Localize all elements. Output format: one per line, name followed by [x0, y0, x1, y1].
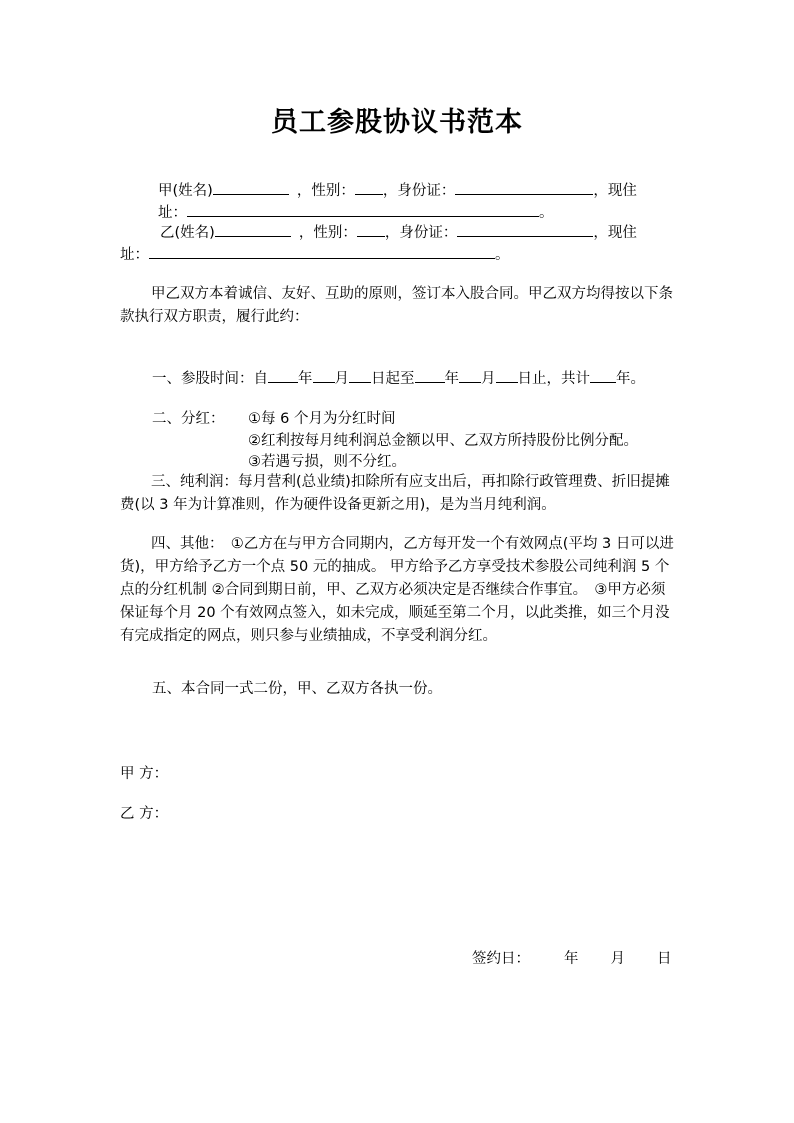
party-a-line-2: [158, 202, 554, 223]
signature-party-b: 乙 方：: [120, 806, 169, 822]
clause-2-item-1: ①每 6 个月为分红时间: [248, 411, 396, 427]
party-a-line-1: [158, 180, 637, 201]
clause-1-suffix: 年。: [616, 371, 645, 387]
party-b-gender-blank[interactable]: [357, 222, 385, 237]
party-a-name-blank[interactable]: [213, 180, 289, 195]
clause-1-prefix: 一、参股时间：自: [152, 371, 268, 387]
signing-date: [472, 949, 672, 969]
party-a-address-blank[interactable]: [187, 202, 539, 217]
signing-date-day: 日: [657, 951, 672, 967]
clause-1-end-month-blank[interactable]: [459, 368, 481, 383]
party-b-name-label: 乙(姓名): [160, 225, 215, 241]
clause-2-item-3: ③若遇亏损，则不分红。: [248, 454, 406, 470]
party-a-id-blank[interactable]: [455, 180, 593, 195]
clause-1-total-years-blank[interactable]: [590, 368, 616, 383]
clause-1-year-label: 年: [298, 371, 313, 387]
clause-3-text: 三、纯利润：每月营利(总业绩)扣除所有应支出后，再扣除行政管理费、折旧提摊费(以 3 年为计算准则，作为硬件设备更新之用)，是为当月纯利润。: [120, 474, 670, 513]
party-b-line-2: [120, 244, 510, 265]
document-title: 员工参股协议书范本: [271, 107, 523, 138]
party-b-id-label: ，身份证：: [384, 225, 458, 241]
clause-4-text: 四、其他： ①乙方在与甲方合同期内，乙方每开发一个有效网点(平均 3 日可以进货)，甲方给予乙方一个点 50 元的抽成。 甲方给予乙方享受技术参股公司纯利润 5 个点的分红机制 ②合同到期日前，甲、乙双方必须决定是否继续合作事宜。 ③甲方必须保证每个月 20 个有效网点签入，如未完成，顺延至第二个月，以此类推，如三个月没有完成指定的网点，则只参与业绩抽成，不享受利润分红。: [120, 536, 674, 644]
intro-paragraph: [120, 283, 675, 329]
party-b-address-blank[interactable]: [149, 244, 495, 259]
party-a-gender-label: ，性别：: [296, 183, 355, 199]
clause-2-item-2: ②红利按每月纯利润总金额以甲、乙双方所持股份比例分配。: [248, 433, 638, 449]
clause-3: [120, 471, 675, 517]
signature-party-a: 甲 方：: [120, 766, 169, 782]
party-b-id-blank[interactable]: [457, 222, 593, 237]
clause-1-start-day-blank[interactable]: [349, 368, 371, 383]
clause-1-end-day-blank[interactable]: [496, 368, 518, 383]
party-a-name-label: 甲(姓名): [158, 183, 213, 199]
party-a-end: 。: [539, 205, 554, 221]
signing-date-year: 年: [564, 951, 579, 967]
party-b-address-label: ，现住: [593, 225, 637, 241]
intro-text: 甲乙双方本着诚信、友好、互助的原则，签订本入股合同。甲乙双方均得按以下条款执行双方职责，履行此约：: [120, 286, 673, 325]
signing-date-label: 签约日：: [472, 951, 530, 967]
clause-1: [152, 368, 645, 389]
party-b-end: 。: [495, 247, 510, 263]
clause-1-end-year-label: 年: [444, 371, 459, 387]
clause-1-to-label: 日止，共计: [517, 371, 590, 387]
party-b-line-1: [160, 222, 637, 243]
party-a-address-label: ，现住: [593, 183, 637, 199]
clause-1-from-label: 日起至: [371, 371, 415, 387]
clause-1-end-month-label: 月: [481, 371, 496, 387]
party-a-id-label: ，身份证：: [382, 183, 456, 199]
clause-1-start-month-blank[interactable]: [313, 368, 335, 383]
clause-5: 五、本合同一式二份，甲、乙双方各执一份。: [152, 681, 442, 697]
clause-1-month-label: 月: [334, 371, 349, 387]
signing-date-month: 月: [610, 951, 625, 967]
party-a-gender-blank[interactable]: [355, 180, 383, 195]
clause-4: [120, 533, 675, 648]
party-b-gender-label: ，性别：: [298, 225, 357, 241]
clause-1-start-year-blank[interactable]: [268, 368, 298, 383]
party-b-name-blank[interactable]: [215, 222, 291, 237]
party-b-address-suffix: 址：: [120, 247, 149, 263]
party-a-address-suffix: 址：: [158, 205, 187, 221]
clause-1-end-year-blank[interactable]: [415, 368, 445, 383]
clause-2-label: 二、分红：: [152, 411, 225, 427]
